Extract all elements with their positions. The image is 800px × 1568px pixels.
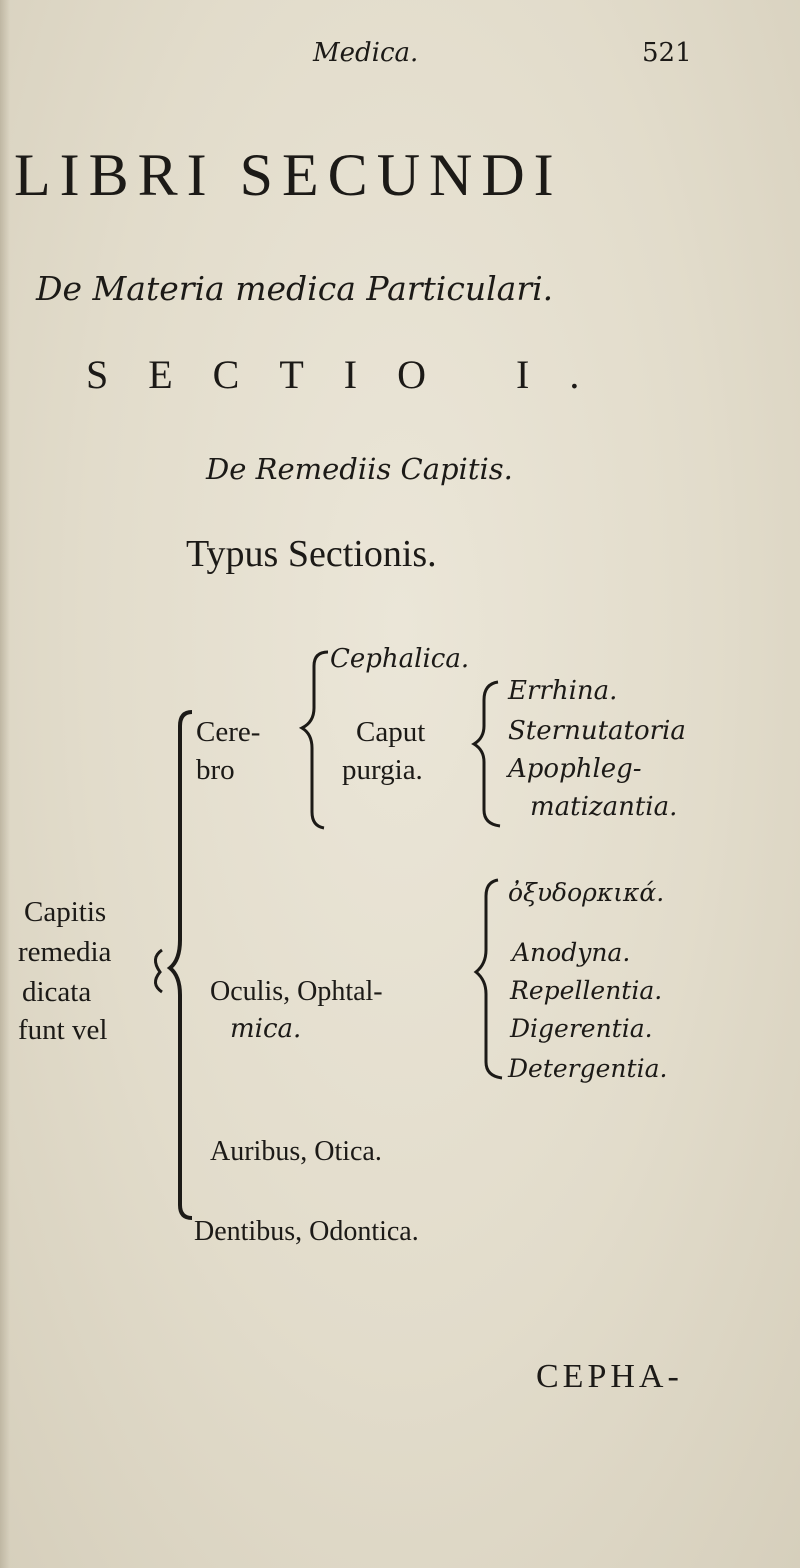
root-label-1: Capitis	[24, 896, 107, 928]
dentibus-label: Dentibus, Odontica.	[194, 1216, 419, 1247]
section-heading: SECTIO I.	[86, 352, 620, 397]
section-title: De Remediis Capitis.	[206, 452, 513, 486]
oculis-item-1: ὀξυδορκικά.	[508, 878, 665, 907]
cephalica-label: Cephalica.	[330, 644, 470, 674]
oculis-item-2: Anodyna.	[512, 938, 631, 967]
catchword: CEPHA-	[536, 1358, 683, 1395]
oculis-item-4: Digerentia.	[510, 1014, 653, 1043]
root-label-2: remedia	[18, 936, 112, 968]
oculis-continuation: mica.	[230, 1014, 302, 1044]
caput-item-4: matizantia.	[530, 792, 678, 822]
caput-label-1: Caput	[356, 716, 426, 748]
typus-heading: Typus Sectionis.	[186, 533, 437, 575]
page-number: 521	[642, 38, 692, 68]
root-label-3: dicata	[22, 976, 92, 1008]
page-gutter-shadow	[0, 0, 10, 1568]
caput-item-2: Sternutatoria	[508, 716, 686, 746]
root-label-4: funt vel	[18, 1014, 108, 1046]
cerebro-label-2: bro	[196, 754, 235, 786]
caput-item-1: Errhina.	[508, 676, 618, 706]
cerebro-label-1: Cere-	[196, 716, 261, 748]
oculis-item-5: Detergentia.	[508, 1054, 668, 1083]
page-title: LIBRI SECUNDI	[14, 142, 563, 208]
caput-label-2: purgia.	[342, 754, 423, 786]
oculis-label: Oculis, Ophtal-	[210, 976, 383, 1007]
auribus-label: Auribus, Otica.	[210, 1136, 382, 1167]
subtitle: De Materia medica Particulari.	[36, 269, 554, 308]
oculis-item-3: Repellentia.	[510, 976, 663, 1005]
running-title: Medica.	[313, 38, 419, 68]
caput-item-3: Apophleg-	[508, 754, 642, 784]
